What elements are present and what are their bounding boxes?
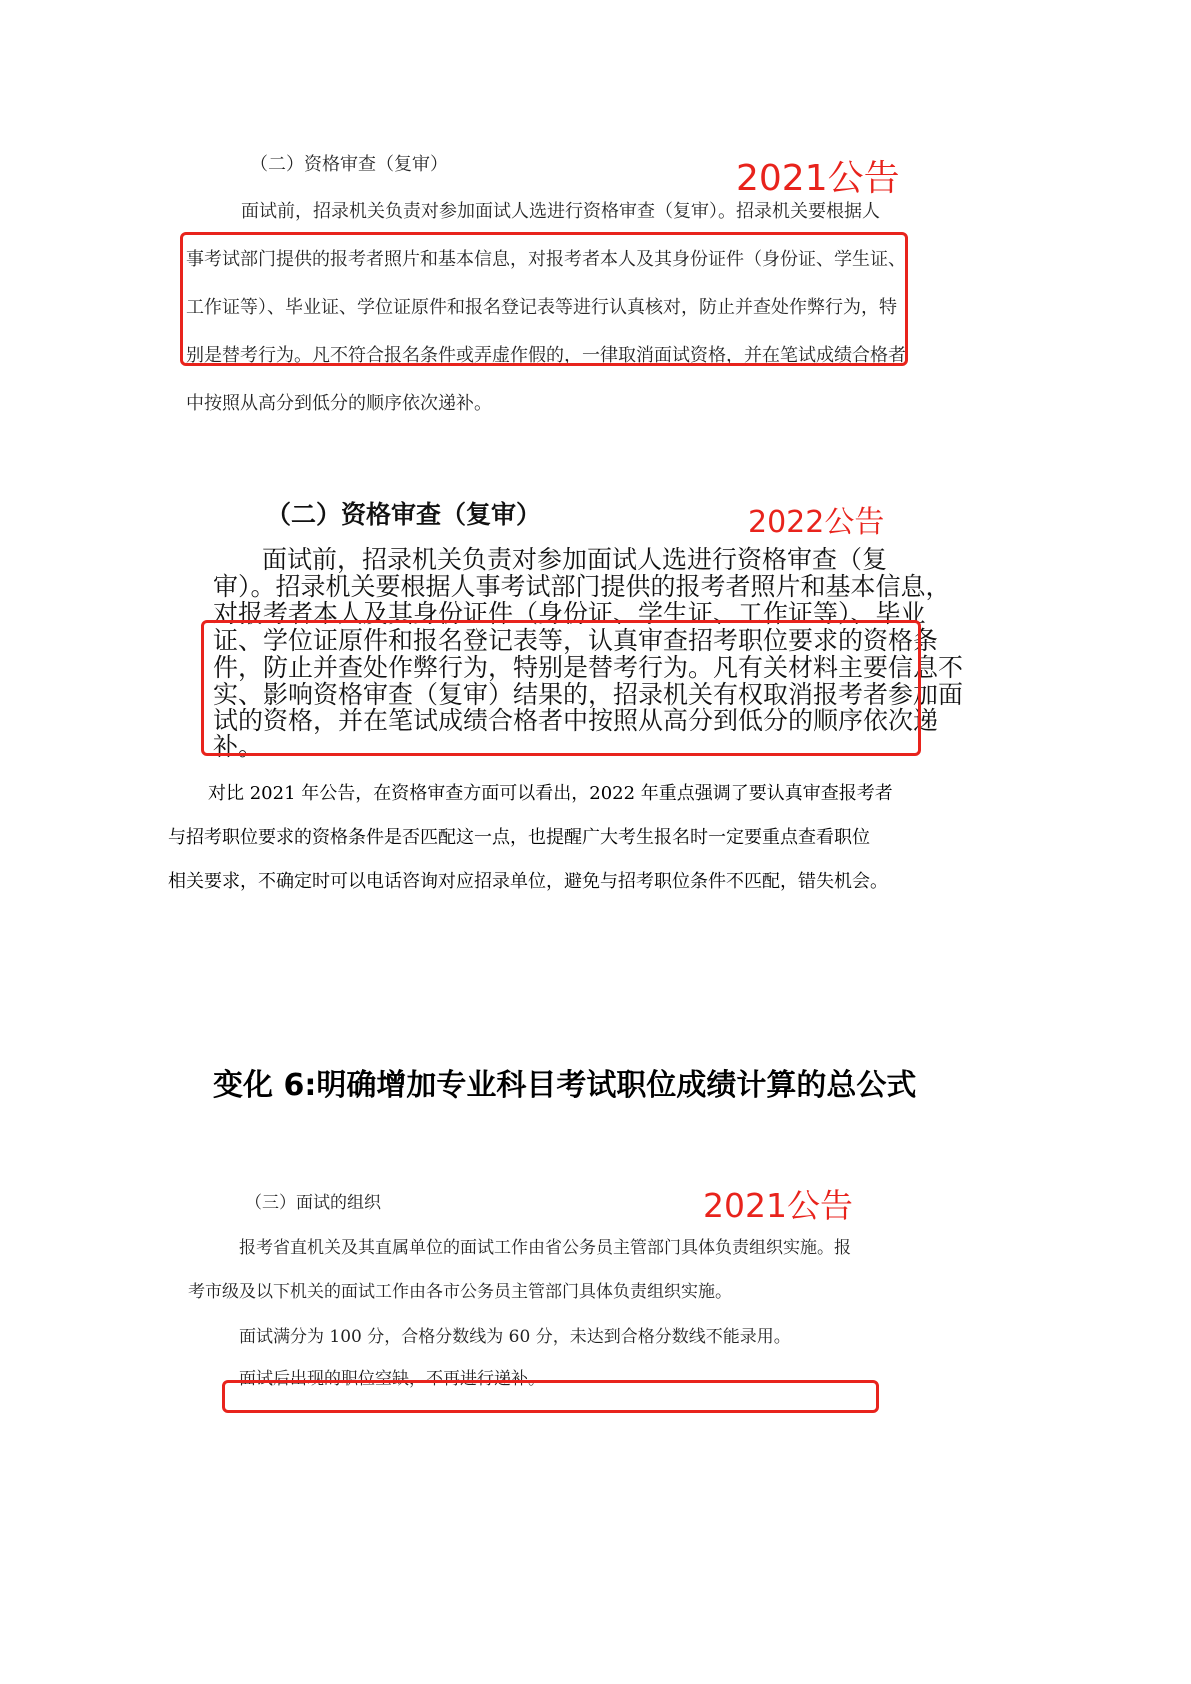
section3-line-4: 面试后出现的职位空缺，不再进行递补。 <box>239 1369 545 1389</box>
highlight-box-2022 <box>201 620 921 756</box>
section1-line-5: 中按照从高分到低分的顺序依次递补。 <box>186 393 492 414</box>
section1-tag: 2021公告 <box>736 158 900 199</box>
section3-line-4-clip <box>239 1356 879 1389</box>
section2-line-1: 面试前，招录机关负责对参加面试人选进行资格审查（复 <box>262 545 888 574</box>
highlight-box-2021 <box>180 232 908 366</box>
highlight-box-2021-interview <box>222 1380 879 1413</box>
analysis-line-3: 相关要求，不确定时可以电话咨询对应招录单位，避免与招考职位条件不匹配，错失机会。 <box>168 871 888 892</box>
section2-line-2: 审）。招录机关要根据人事考试部门提供的报考者照片和基本信息， <box>213 572 951 601</box>
section2-line-8: 补。 <box>213 732 264 761</box>
section3-line-1: 报考省直机关及其直属单位的面试工作由省公务员主管部门具体负责组织实施。报 <box>239 1238 851 1258</box>
section1-line-2: 事考试部门提供的报考者照片和基本信息，对报考者本人及其身份证件（身份证、学生证、 <box>186 249 906 270</box>
section3-heading: （三）面试的组织 <box>245 1193 381 1213</box>
section2-line-4: 证、学位证原件和报名登记表等，认真审查招考职位要求的资格条 <box>213 626 939 655</box>
section3-tag: 2021公告 <box>703 1186 853 1225</box>
section3-line-2: 考市级及以下机关的面试工作由各市公务员主管部门具体负责组织实施。 <box>188 1282 732 1302</box>
section2-line-6: 实、影响资格审查（复审）结果的，招录机关有权取消报考者参加面 <box>213 680 964 709</box>
section1-heading: （二）资格审查（复审） <box>250 154 448 175</box>
section2-heading: （二）资格审查（复审） <box>266 500 542 529</box>
section2-line-3: 对报考者本人及其身份证件（身份证、学生证、工作证等）、毕业 <box>213 599 926 628</box>
section1-line-3: 工作证等）、毕业证、学位证原件和报名登记表等进行认真核对，防止并查处作弊行为，特 <box>186 297 897 318</box>
section2-tag: 2022公告 <box>748 505 885 540</box>
section2-line-5: 件，防止并查处作弊行为，特别是替考行为。凡有关材料主要信息不 <box>213 653 964 682</box>
section1-line-4: 别是替考行为。凡不符合报名条件或弄虚作假的，一律取消面试资格，并在笔试成绩合格者 <box>186 345 906 366</box>
section1-line-1: 面试前，招录机关负责对参加面试人选进行资格审查（复审）。招录机关要根据人 <box>241 201 880 222</box>
section2-line-7: 试的资格，并在笔试成绩合格者中按照从高分到低分的顺序依次递 <box>213 706 939 735</box>
change6-title: 变化 6:明确增加专业科目考试职位成绩计算的总公式 <box>213 1068 917 1103</box>
section3-line-3: 面试满分为 100 分，合格分数线为 60 分，未达到合格分数线不能录用。 <box>239 1327 791 1347</box>
analysis-line-2: 与招考职位要求的资格条件是否匹配这一点，也提醒广大考生报名时一定要重点查看职位 <box>168 827 870 848</box>
analysis-line-1: 对比 2021 年公告，在资格审查方面可以看出，2022 年重点强调了要认真审查报考者 <box>208 783 893 804</box>
